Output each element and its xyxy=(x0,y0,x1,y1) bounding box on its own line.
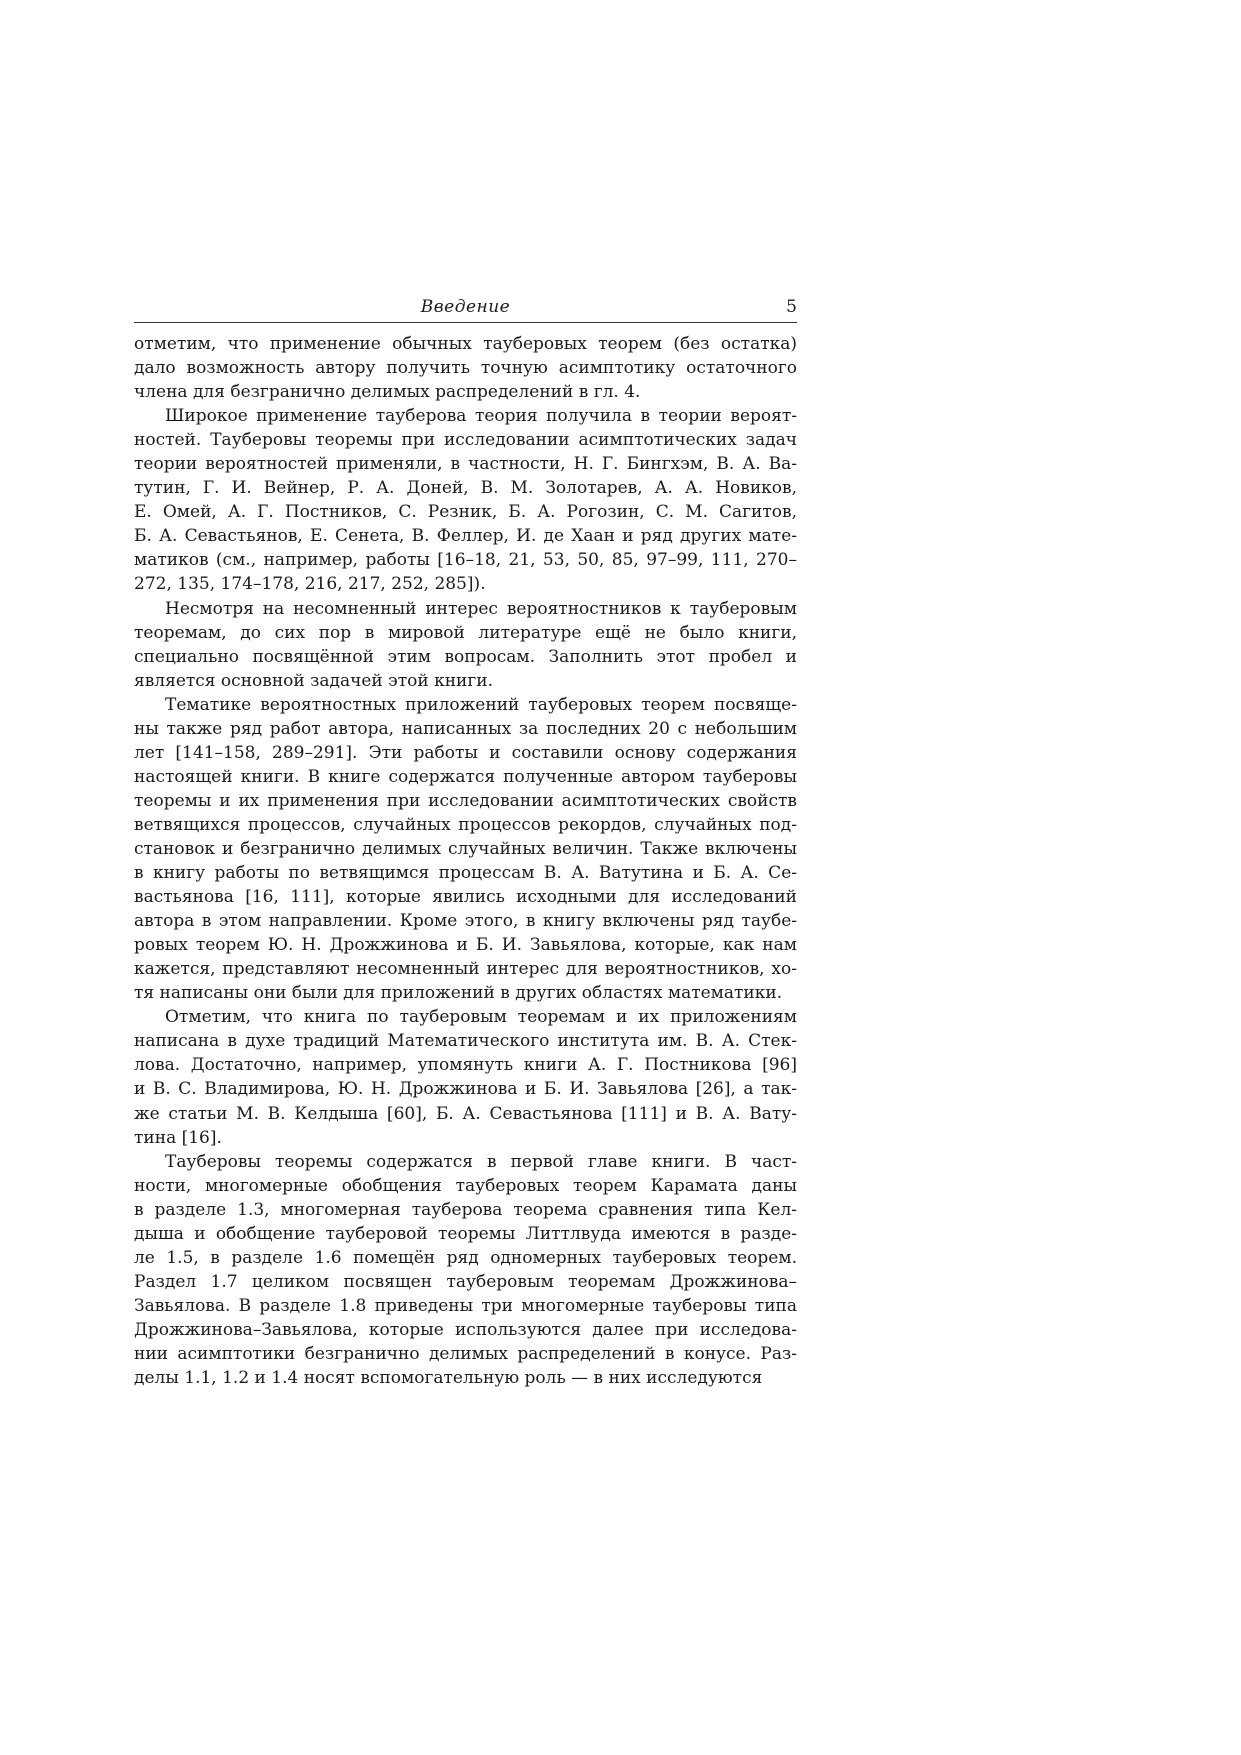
text-line: тутин, Г. И. Вейнер, Р. А. Доней, В. М. Золотарев, А. А. Новиков, xyxy=(134,478,797,499)
text-line: делы 1.1, 1.2 и 1.4 носят вспомогательную роль — в них исследуются xyxy=(134,1368,763,1389)
text-line: теоремы и их применения при исследовании асимптотических свойств xyxy=(134,790,797,811)
text-line: Несмотря на несомненный интерес вероятностников к тауберовым xyxy=(165,598,797,619)
text-line: в книгу работы по ветвящимся процессам В. А. Ватутина и Б. А. Се- xyxy=(134,863,797,884)
body-text xyxy=(134,332,797,1390)
paragraph xyxy=(134,404,797,596)
text-line: тя написаны они были для приложений в других областях математики. xyxy=(134,983,783,1004)
running-head-title: Введение xyxy=(420,297,511,317)
text-line: теоремам, до сих пор в мировой литературе ещё не было книги, xyxy=(134,622,797,643)
text-line: Завьялова. В разделе 1.8 приведены три многомерные тауберовы типа xyxy=(134,1295,797,1316)
text-line: Б. А. Севастьянов, Е. Сенета, В. Феллер, И. де Хаан и ряд других мате- xyxy=(134,526,797,547)
text-line: теории вероятностей применяли, в частности, Н. Г. Бингхэм, В. А. Ва- xyxy=(134,454,797,475)
text-line: Дрожжинова–Завьялова, которые используются далее при исследова- xyxy=(134,1319,797,1340)
text-line: настоящей книги. В книге содержатся полученные автором тауберовы xyxy=(134,766,797,787)
text-line: матиков (см., например, работы [16–18, 21, 53, 50, 85, 97–99, 111, 270– xyxy=(134,550,797,571)
text-line: специально посвящённой этим вопросам. Заполнить этот пробел и xyxy=(134,646,797,667)
text-line: нии асимптотики безгранично делимых распределений в конусе. Раз- xyxy=(134,1343,797,1364)
text-line: становок и безгранично делимых случайных величин. Также включены xyxy=(134,838,797,859)
text-line: Отметим, что книга по тауберовым теоремам и их приложениям xyxy=(165,1007,797,1028)
page-number: 5 xyxy=(786,297,797,317)
text-line: лова. Достаточно, например, упомянуть книги А. Г. Постникова [96] xyxy=(134,1055,797,1076)
paragraph xyxy=(134,332,797,404)
text-line: и В. С. Владимирова, Ю. Н. Дрожжинова и Б. И. Завьялова [26], а так- xyxy=(134,1079,797,1100)
text-line: отметим, что применение обычных тауберовых теорем (без остатка) xyxy=(134,334,797,354)
text-line: ле 1.5, в разделе 1.6 помещён ряд одномерных тауберовых теорем. xyxy=(134,1247,797,1268)
text-line: ветвящихся процессов, случайных процессов рекордов, случайных под- xyxy=(134,814,797,835)
paragraph xyxy=(134,1150,797,1390)
text-line: написана в духе традиций Математического института им. В. А. Стек- xyxy=(134,1031,797,1052)
text-line: ровых теорем Ю. Н. Дрожжинова и Б. И. Завьялова, которые, как нам xyxy=(134,935,797,956)
text-line: лет [141–158, 289–291]. Эти работы и составили основу содержания xyxy=(134,742,797,763)
text-line: в разделе 1.3, многомерная тауберова теорема сравнения типа Кел- xyxy=(134,1199,797,1220)
text-line: Е. Омей, А. Г. Постников, С. Резник, Б. А. Рогозин, С. М. Сагитов, xyxy=(134,502,797,523)
paragraph xyxy=(134,693,797,1006)
text-line: Раздел 1.7 целиком посвящен тауберовым теоремам Дрожжинова– xyxy=(134,1271,797,1292)
book-page xyxy=(134,292,797,1390)
text-line: тина [16]. xyxy=(134,1127,222,1148)
paragraph xyxy=(134,1005,797,1149)
text-line: ны также ряд работ автора, написанных за последних 20 с небольшим xyxy=(134,718,797,739)
text-line: вастьянова [16, 111], которые явились исходными для исследований xyxy=(134,887,797,908)
paragraph xyxy=(134,597,797,693)
text-line: 272, 135, 174–178, 216, 217, 252, 285]). xyxy=(134,574,486,595)
text-line: Тауберовы теоремы содержатся в первой главе книги. В част- xyxy=(165,1151,797,1172)
text-line: Широкое применение тауберова теория получила в теории вероят- xyxy=(165,406,797,427)
text-line: автора в этом направлении. Кроме этого, в книгу включены ряд таубе- xyxy=(134,911,797,932)
text-line: дало возможность автору получить точную асимптотику остаточного xyxy=(134,358,797,379)
text-line: является основной задачей этой книги. xyxy=(134,670,493,691)
text-line: же статьи М. В. Келдыша [60], Б. А. Севастьянова [111] и В. А. Вату- xyxy=(134,1103,797,1124)
text-line: ностей. Тауберовы теоремы при исследовании асимптотических задач xyxy=(134,430,797,451)
text-line: ности, многомерные обобщения тауберовых теорем Карамата даны xyxy=(134,1175,797,1196)
text-line: кажется, представляют несомненный интерес для вероятностников, хо- xyxy=(134,959,797,980)
text-line: Тематике вероятностных приложений тауберовых теорем посвяще- xyxy=(165,694,797,715)
running-head xyxy=(134,292,797,323)
text-line: члена для безгранично делимых распределений в гл. 4. xyxy=(134,382,641,403)
text-line: дыша и обобщение тауберовой теоремы Литтлвуда имеются в разде- xyxy=(134,1223,797,1244)
